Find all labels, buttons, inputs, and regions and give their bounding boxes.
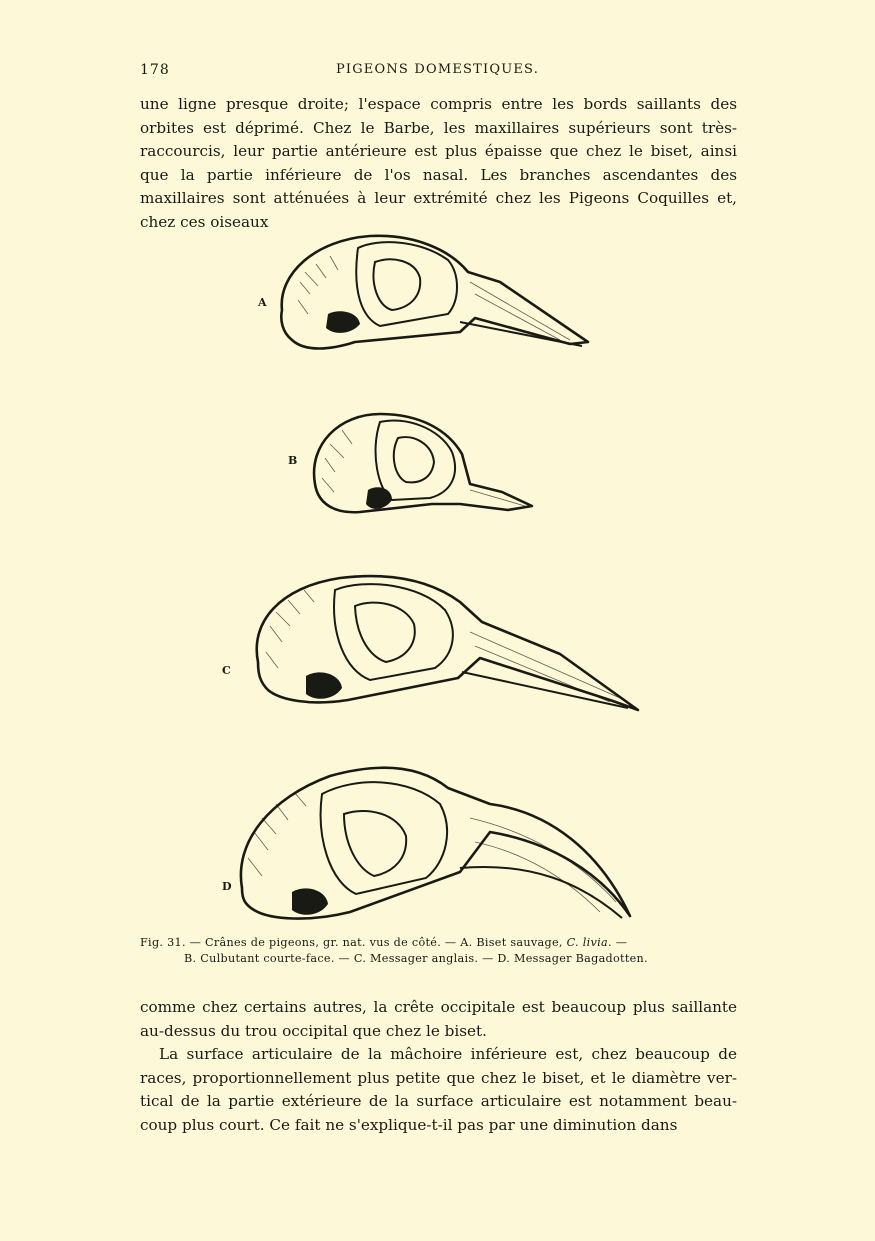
page-header [140, 62, 735, 84]
paragraph: comme chez certains autres, la crête occipitale est beaucoup plus saillante au-dessus du trou occipital que chez le biset. [140, 998, 737, 1040]
paragraph: La surface articulaire de la mâchoire inférieure est, chez beaucoup de races, proportionnellement plus petite que chez le biset, et le diamètre vertical de la partie extérieure de la surface articulaire est notamment beaucoup plus court. Ce fait ne s'explique-t-il pas par une diminution dans [140, 1045, 737, 1134]
skull-figure [130, 222, 750, 927]
caption-line1-prefix: Fig. 31. — Crânes de pigeons, gr. nat. vus de côté. — A. Biset sauvage, [140, 936, 563, 949]
caption-species: C. livia. [566, 936, 612, 949]
page-number: 178 [140, 62, 170, 78]
figure-caption [140, 935, 737, 967]
skull-a-biset-icon [281, 236, 588, 349]
body-text-top [140, 93, 737, 235]
skull-b-culbutant-icon [314, 414, 532, 512]
figure-label-d: D [222, 880, 232, 893]
figure-label-a: A [258, 296, 267, 309]
caption-line2: B. Culbutant courte-face. — C. Messager anglais. — D. Messager Bagadotten. [184, 952, 648, 965]
figure-label-c: C [222, 664, 231, 677]
running-title: PIGEONS DOMESTIQUES. [335, 62, 540, 77]
figure-label-b: B [288, 454, 298, 467]
paragraph: une ligne presque droite; l'espace compris entre les bords saillants des orbites est déprimé. Chez le Barbe, les maxillaires supérieurs sont très-raccourcis, leur partie antérieure est plus épaisse que chez le biset, ainsi que la partie inférieure de l'os nasal. Les branches ascendantes des maxillaires sont atténuées à leur extrémité chez les Pigeons Coquilles et, chez ces oiseaux [140, 95, 737, 231]
body-text-bottom [140, 996, 737, 1138]
skull-c-messager-anglais-icon [257, 576, 638, 710]
caption-line1-suffix: — [615, 936, 628, 949]
skull-d-messager-bagadotten-icon [241, 768, 630, 919]
skull-illustrations [130, 222, 750, 927]
